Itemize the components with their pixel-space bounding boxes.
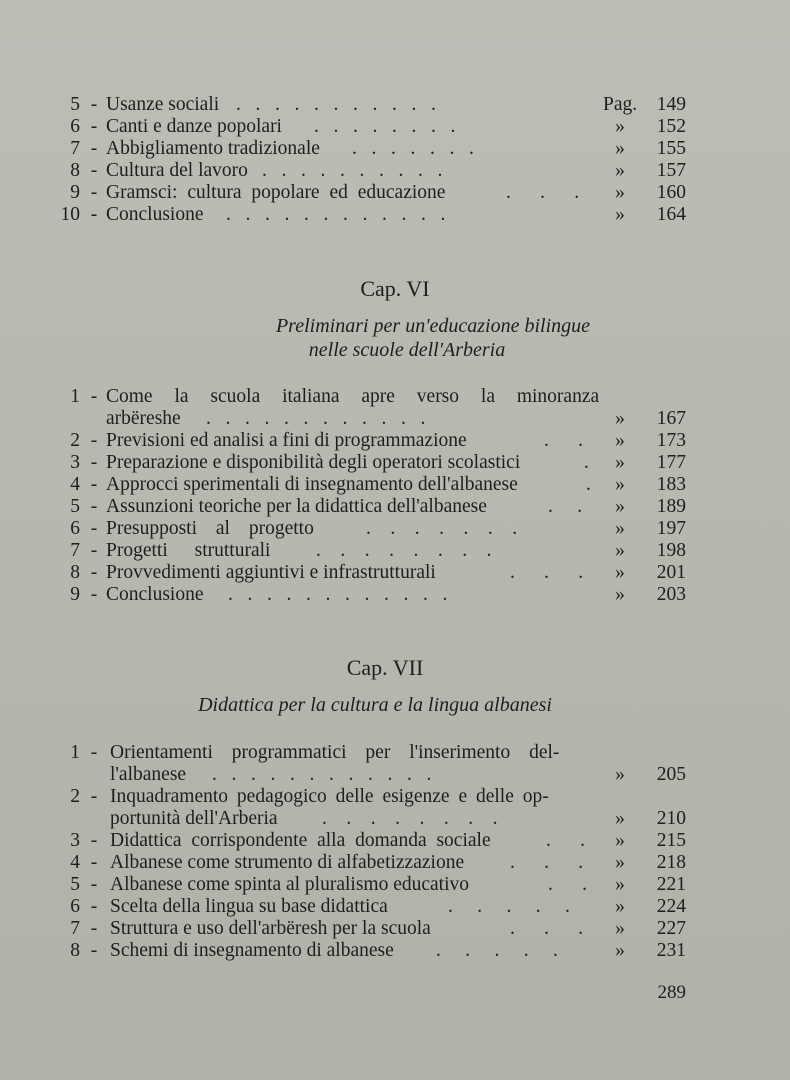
entry-separator: - (90, 896, 98, 917)
leader-dots: . . . . . . . . . . . . (228, 584, 448, 605)
toc-entry (0, 182, 790, 204)
page-folio: 289 (657, 982, 686, 1003)
entry-title: Approcci sperimentali di insegnamento dell'albanese (106, 474, 518, 495)
page-marker: » (615, 830, 625, 851)
toc-entry-continuation (0, 764, 790, 786)
toc-entry (0, 138, 790, 160)
entry-page: 205 (656, 764, 686, 785)
leader-dots: . . . . . (436, 940, 558, 961)
page-marker: » (615, 874, 625, 895)
toc-entry (0, 742, 790, 764)
toc-entry (0, 940, 790, 962)
leader-dots: . . . (506, 182, 580, 203)
entry-page: 152 (656, 116, 686, 137)
page-marker: » (615, 896, 625, 917)
leader-dots: . . . . . . . . . . . . (206, 408, 426, 429)
entry-title: Progetti strutturali (106, 540, 271, 561)
entry-title: Schemi di insegnamento di albanese (110, 940, 394, 961)
toc-entry (0, 830, 790, 852)
entry-number: 1 (70, 386, 80, 407)
entry-page: 197 (656, 518, 686, 539)
entry-page: 210 (656, 808, 686, 829)
page-marker: » (615, 474, 625, 495)
entry-title: Gramsci: cultura popolare ed educazione (106, 182, 446, 203)
toc-entry (0, 94, 790, 116)
page-marker: » (615, 584, 625, 605)
entry-separator: - (90, 874, 98, 895)
toc-entry (0, 474, 790, 496)
toc-entry (0, 540, 790, 562)
entry-page: 157 (656, 160, 686, 181)
entry-title: Assunzioni teoriche per la didattica dell'albanese (106, 496, 487, 517)
toc-entry (0, 896, 790, 918)
page-marker: » (615, 562, 625, 583)
leader-dots: . . . . . . . . (316, 540, 492, 561)
chapter-subtitle: Preliminari per un'educazione bilingue (275, 315, 591, 337)
entry-page: 177 (656, 452, 686, 473)
entry-number: 9 (70, 584, 80, 605)
entry-separator: - (90, 584, 98, 605)
page-marker: » (615, 808, 625, 829)
entry-page: 167 (656, 408, 686, 429)
entry-page: 224 (656, 896, 686, 917)
chapter-heading: Cap. VI (360, 276, 430, 301)
toc-entry-continuation (0, 408, 790, 430)
toc-entry (0, 518, 790, 540)
leader-dots: . . (544, 430, 583, 451)
leader-dots: . . . . . . . . . . . . (212, 764, 432, 785)
toc-entry (0, 874, 790, 896)
entry-title: arbëreshe (106, 408, 181, 429)
entry-title: Usanze sociali (106, 94, 220, 115)
leader-dots: . . . . . . . . (322, 808, 498, 829)
entry-separator: - (90, 160, 98, 181)
entry-number: 8 (70, 940, 80, 961)
entry-number: 7 (70, 918, 80, 939)
entry-number: 6 (70, 518, 80, 539)
toc-entry (0, 386, 790, 408)
page-marker: » (615, 940, 625, 961)
leader-dots: . . . . . . . . . . . . (226, 204, 446, 225)
entry-separator: - (90, 386, 98, 407)
entry-title: Provvedimenti aggiuntivi e infrastrutturali (106, 562, 436, 583)
entry-title: Abbigliamento tradizionale (106, 138, 320, 159)
page-marker: » (615, 430, 625, 451)
page-marker: » (615, 138, 625, 159)
entry-page: 173 (656, 430, 686, 451)
entry-title: Presupposti al progetto (106, 518, 314, 539)
page-marker: » (615, 116, 625, 137)
entry-title: l'albanese (110, 764, 187, 785)
leader-dots: . . . . . (448, 896, 570, 917)
entry-separator: - (90, 786, 98, 807)
entry-page: 227 (656, 918, 686, 939)
entry-number: 5 (70, 874, 80, 895)
leader-dots: . . . . . . . (352, 138, 474, 159)
entry-number: 9 (70, 182, 80, 203)
entry-number: 5 (70, 496, 80, 517)
page-marker: » (615, 918, 625, 939)
leader-dots: . . . (510, 562, 584, 583)
entry-number: 7 (70, 138, 80, 159)
page-marker: » (615, 408, 625, 429)
toc-entry (0, 786, 790, 808)
entry-title-line: Inquadramento pedagogico delle esigenze e delle op- (110, 786, 549, 807)
entry-number: 1 (70, 742, 80, 763)
entry-separator: - (90, 852, 98, 873)
entry-number: 4 (70, 852, 80, 873)
leader-dots: . . (546, 830, 585, 851)
entry-number: 5 (70, 94, 80, 115)
entry-separator: - (90, 182, 98, 203)
toc-entry (0, 160, 790, 182)
entry-page: 183 (656, 474, 686, 495)
leader-dots: . . . . . . . . . . . (236, 94, 436, 115)
entry-separator: - (90, 496, 98, 517)
entry-page: 149 (656, 94, 686, 115)
toc-entry (0, 204, 790, 226)
entry-separator: - (90, 94, 98, 115)
entry-number: 10 (60, 204, 80, 225)
entry-separator: - (90, 518, 98, 539)
entry-number: 7 (70, 540, 80, 561)
entry-separator: - (90, 474, 98, 495)
entry-number: 2 (70, 786, 80, 807)
page-marker: » (615, 852, 625, 873)
entry-separator: - (90, 940, 98, 961)
entry-page: 218 (656, 852, 686, 873)
entry-separator: - (90, 562, 98, 583)
entry-page: 198 (656, 540, 686, 561)
entry-number: 8 (70, 160, 80, 181)
entry-number: 4 (70, 474, 80, 495)
entry-page: 221 (656, 874, 686, 895)
page-marker: Pag. (603, 94, 638, 115)
page-marker: » (615, 452, 625, 473)
entry-number: 8 (70, 562, 80, 583)
leader-dots: . (586, 474, 591, 495)
entry-number: 3 (70, 830, 80, 851)
entry-title: Scelta della lingua su base didattica (110, 896, 388, 917)
entry-separator: - (90, 430, 98, 451)
entry-page: 164 (656, 204, 686, 225)
entry-number: 6 (70, 896, 80, 917)
entry-separator: - (90, 138, 98, 159)
toc-entry (0, 852, 790, 874)
page-marker: » (615, 204, 625, 225)
entry-page: 203 (656, 584, 686, 605)
toc-entry (0, 452, 790, 474)
entry-page: 231 (656, 940, 686, 961)
leader-dots: . . (548, 496, 583, 517)
entry-separator: - (90, 116, 98, 137)
entry-title: Didattica corrispondente alla domanda sociale (110, 830, 491, 851)
entry-title-line: Orientamenti programmatici per l'inserimento del- (110, 742, 560, 763)
leader-dots: . . . . . . . (366, 518, 518, 539)
entry-page: 155 (656, 138, 686, 159)
chapter-heading: Cap. VII (346, 655, 424, 680)
entry-page: 215 (656, 830, 686, 851)
page-marker: » (615, 182, 625, 203)
entry-title-line: Come la scuola italiana apre verso la minoranza (106, 386, 600, 407)
toc-entry (0, 918, 790, 940)
page-marker: » (615, 540, 625, 561)
entry-separator: - (90, 540, 98, 561)
entry-title: Struttura e uso dell'arbëresh per la scuola (110, 918, 431, 939)
entry-page: 201 (656, 562, 686, 583)
entry-separator: - (90, 452, 98, 473)
leader-dots: . . . . . . . . (314, 116, 456, 137)
toc-entry (0, 584, 790, 606)
chapter-subtitle: nelle scuole dell'Arberia (308, 339, 506, 361)
leader-dots: . . (548, 874, 587, 895)
page-marker: » (615, 764, 625, 785)
entry-number: 6 (70, 116, 80, 137)
entry-separator: - (90, 204, 98, 225)
entry-page: 160 (656, 182, 686, 203)
leader-dots: . . . (510, 852, 584, 873)
entry-separator: - (90, 918, 98, 939)
entry-title: Conclusione (106, 584, 204, 605)
entry-title: portunità dell'Arberia (110, 808, 278, 829)
leader-dots: . (584, 452, 589, 473)
toc-entry (0, 430, 790, 452)
leader-dots: . . . . . . . . . . (262, 160, 443, 181)
toc-entry (0, 116, 790, 138)
entry-title: Albanese come strumento di alfabetizzazione (110, 852, 465, 873)
entry-separator: - (90, 830, 98, 851)
entry-title: Canti e danze popolari (106, 116, 282, 137)
entry-title: Cultura del lavoro (106, 160, 248, 181)
page-marker: » (615, 496, 625, 517)
toc-entry (0, 562, 790, 584)
entry-title: Albanese come spinta al pluralismo educativo (110, 874, 470, 895)
entry-number: 3 (70, 452, 80, 473)
toc-entry-continuation (0, 808, 790, 830)
entry-separator: - (90, 742, 98, 763)
chapter-subtitle: Didattica per la cultura e la lingua albanesi (198, 694, 552, 716)
leader-dots: . . . (510, 918, 584, 939)
entry-page: 189 (656, 496, 686, 517)
entry-number: 2 (70, 430, 80, 451)
entry-title: Preparazione e disponibilità degli operatori scolastici (106, 452, 521, 473)
entry-title: Conclusione (106, 204, 204, 225)
page-marker: » (615, 518, 625, 539)
page-marker: » (615, 160, 625, 181)
entry-title: Previsioni ed analisi a fini di programmazione (106, 430, 467, 451)
toc-entry (0, 496, 790, 518)
